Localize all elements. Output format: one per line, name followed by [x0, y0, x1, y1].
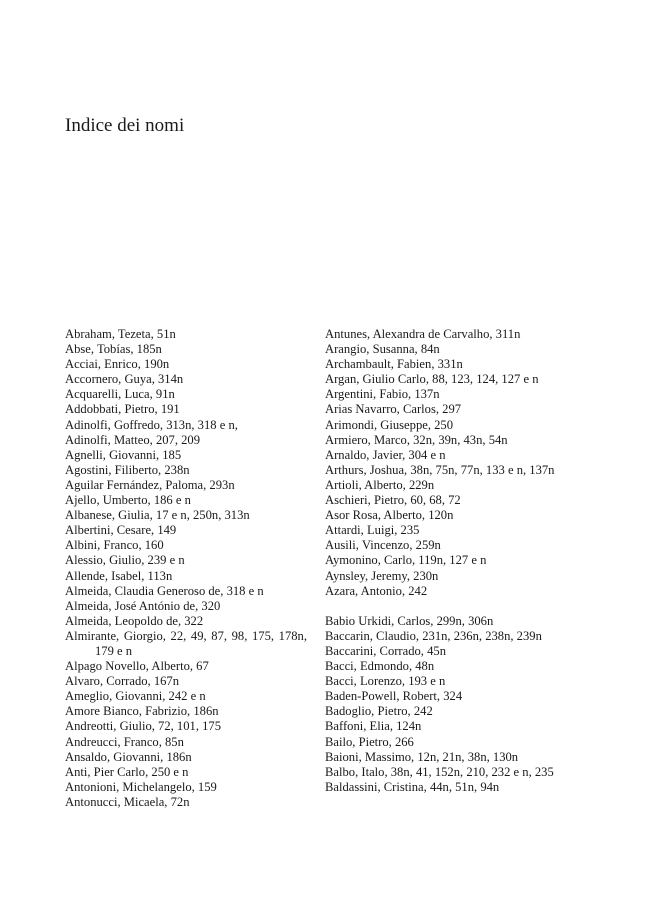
index-entry: Ajello, Umberto, 186 e n	[65, 493, 191, 508]
index-entry: Allende, Isabel, 113n	[65, 568, 173, 583]
index-entry: Albini, Franco, 160	[65, 538, 164, 553]
index-entry: Almeida, Claudia Generoso de, 318 e n	[65, 583, 264, 598]
index-entry: Bacci, Edmondo, 48n	[325, 659, 435, 674]
index-entry: Baioni, Massimo, 12n, 21n, 38n, 130n	[325, 749, 519, 764]
group-separator	[325, 599, 565, 614]
index-group-b	[325, 614, 565, 795]
index-column-left	[65, 327, 307, 810]
index-entry: Andreucci, Franco, 85n	[65, 734, 184, 749]
index-entry: Bacci, Lorenzo, 193 e n	[325, 674, 446, 689]
index-entry: Arimondi, Giuseppe, 250	[325, 417, 454, 432]
index-entry: Almeida, José António de, 320	[65, 598, 221, 613]
index-entry: Aschieri, Pietro, 60, 68, 72	[325, 493, 461, 508]
index-entry: Adinolfi, Goffredo, 313n, 318 e n,	[65, 417, 238, 432]
index-entry: Andreotti, Giulio, 72, 101, 175	[65, 719, 222, 734]
index-entry: Alvaro, Corrado, 167n	[65, 674, 180, 689]
index-entry: Antonioni, Michelangelo, 159	[65, 779, 217, 794]
index-entry: Ameglio, Giovanni, 242 e n	[65, 689, 206, 704]
index-entry: Agnelli, Giovanni, 185	[65, 447, 182, 462]
index-entry: Alpago Novello, Alberto, 67	[65, 659, 209, 674]
index-entry: Agostini, Filiberto, 238n	[65, 462, 190, 477]
index-entry: Antonucci, Micaela, 72n	[65, 794, 190, 809]
index-column-right	[325, 327, 565, 795]
index-entry: Albanese, Giulia, 17 e n, 250n, 313n	[65, 508, 250, 523]
index-entry: Ausili, Vincenzo, 259n	[325, 538, 441, 553]
page-title: Indice dei nomi	[65, 115, 185, 136]
index-entry: Balbo, Italo, 38n, 41, 152n, 210, 232 e n, 235	[325, 764, 554, 779]
index-entry: Baccarin, Claudio, 231n, 236n, 238n, 239n	[325, 628, 542, 643]
index-entry: Acquarelli, Luca, 91n	[65, 387, 175, 402]
index-entry: Azara, Antonio, 242	[325, 583, 428, 598]
index-entry: Accornero, Guya, 314n	[65, 372, 184, 387]
index-entry: Argentini, Fabio, 137n	[325, 387, 440, 402]
index-entry: Baccarini, Corrado, 45n	[325, 643, 446, 658]
index-entry: Abse, Tobías, 185n	[65, 342, 162, 357]
index-entry: Artioli, Alberto, 229n	[325, 477, 435, 492]
index-entry: Baffoni, Elia, 124n	[325, 719, 422, 734]
index-entry: Aymonino, Carlo, 119n, 127 e n	[325, 553, 487, 568]
index-entry: Addobbati, Pietro, 191	[65, 402, 180, 417]
index-entry: Babio Urkidi, Carlos, 299n, 306n	[325, 613, 494, 628]
index-entry: Aynsley, Jeremy, 230n	[325, 568, 439, 583]
index-entry: Arnaldo, Javier, 304 e n	[325, 447, 446, 462]
index-entry: Baldassini, Cristina, 44n, 51n, 94n	[325, 779, 500, 794]
index-entry: Almeida, Leopoldo de, 322	[65, 613, 204, 628]
index-entry: Amore Bianco, Fabrizio, 186n	[65, 704, 219, 719]
index-entry: Abraham, Tezeta, 51n	[65, 327, 176, 341]
index-entry: Almirante, Giorgio, 22, 49, 87, 98, 175, 178n, 179 e n	[65, 628, 307, 658]
index-entry: Arangio, Susanna, 84n	[325, 342, 440, 357]
index-entry: Asor Rosa, Alberto, 120n	[325, 508, 454, 523]
index-entry: Baden-Powell, Robert, 324	[325, 689, 463, 704]
index-entry: Arthurs, Joshua, 38n, 75n, 77n, 133 e n, 137n	[325, 462, 555, 477]
index-entry: Aguilar Fernández, Paloma, 293n	[65, 477, 235, 492]
index-entry: Acciai, Enrico, 190n	[65, 357, 170, 372]
index-group-a	[325, 327, 565, 599]
index-entry: Adinolfi, Matteo, 207, 209	[65, 432, 201, 447]
index-entry: Badoglio, Pietro, 242	[325, 704, 433, 719]
index-entry: Antunes, Alexandra de Carvalho, 311n	[325, 327, 521, 341]
index-entry: Albertini, Cesare, 149	[65, 523, 177, 538]
index-entry: Archambault, Fabien, 331n	[325, 357, 463, 372]
index-entry: Armiero, Marco, 32n, 39n, 43n, 54n	[325, 432, 508, 447]
index-entry: Alessio, Giulio, 239 e n	[65, 553, 185, 568]
index-entry: Arias Navarro, Carlos, 297	[325, 402, 462, 417]
index-entry: Ansaldo, Giovanni, 186n	[65, 749, 192, 764]
index-entry: Attardi, Luigi, 235	[325, 523, 420, 538]
index-entry: Argan, Giulio Carlo, 88, 123, 124, 127 e n	[325, 372, 539, 387]
index-entry: Bailo, Pietro, 266	[325, 734, 414, 749]
index-entry: Anti, Pier Carlo, 250 e n	[65, 764, 189, 779]
